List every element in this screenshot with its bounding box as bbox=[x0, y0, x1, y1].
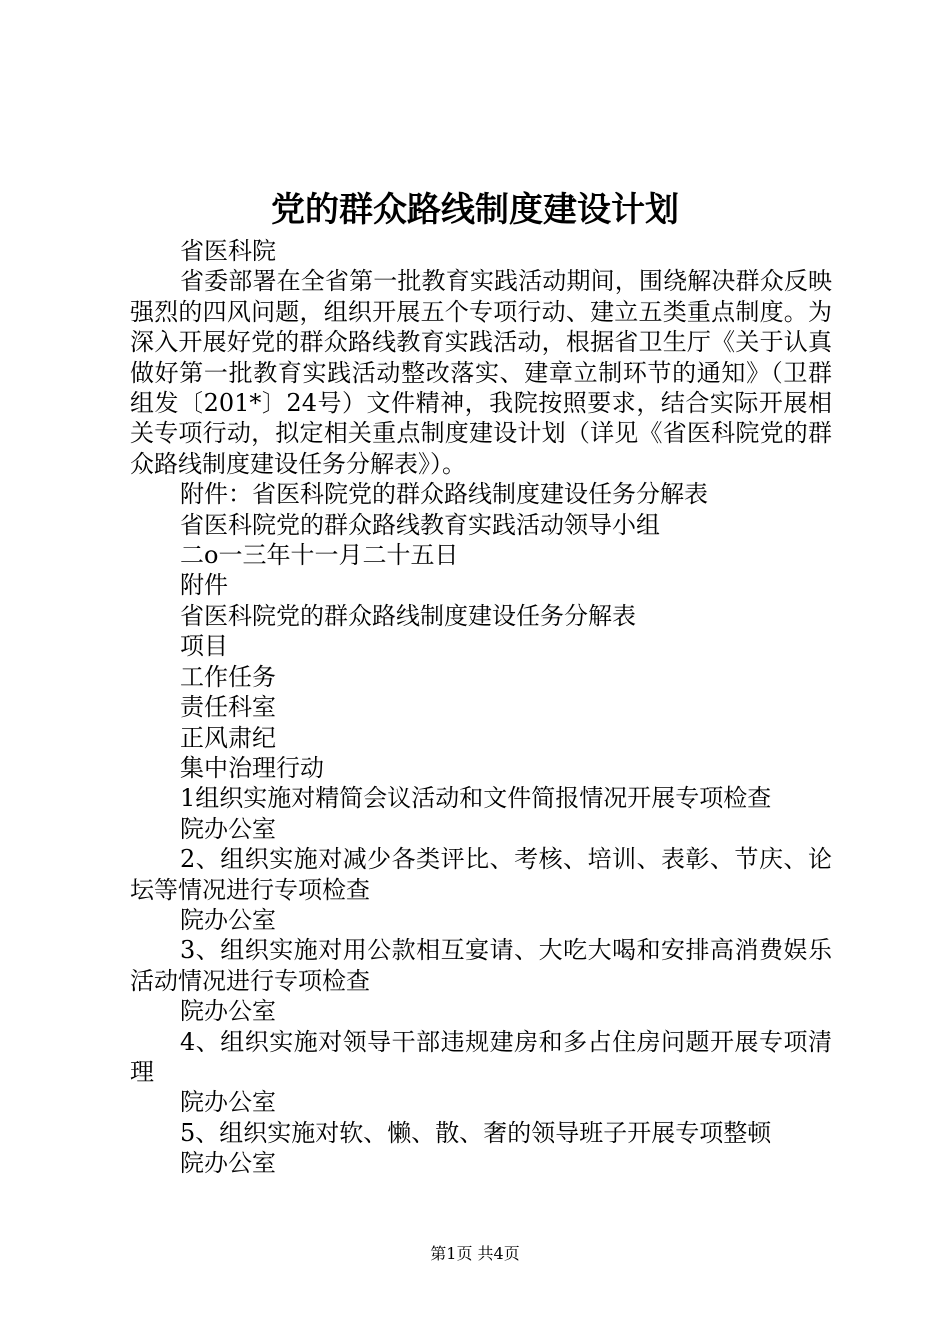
paragraph-department-1: 院办公室 bbox=[180, 814, 276, 843]
paragraph-column-task: 工作任务 bbox=[180, 662, 276, 691]
paragraph-attachment-heading: 附件 bbox=[180, 571, 228, 600]
paragraph-task-1: 1组织实施对精简会议活动和文件简报情况开展专项检查 bbox=[180, 784, 772, 813]
document-body bbox=[130, 236, 832, 1179]
paragraph-task-4: 4、组织实施对领导干部违规建房和多占住房问题开展专项清理 bbox=[130, 1027, 832, 1086]
paragraph-task-2: 2、组织实施对减少各类评比、考核、培训、表彰、节庆、论坛等情况进行专项检查 bbox=[130, 845, 832, 904]
paragraph-column-department: 责任科室 bbox=[180, 693, 276, 722]
paragraph-task-3: 3、组织实施对用公款相互宴请、大吃大喝和安排高消费娱乐活动情况进行专项检查 bbox=[130, 936, 832, 995]
paragraph-intro: 省委部署在全省第一批教育实践活动期间，围绕解决群众反映强烈的四风问题，组织开展五个专项行动、建立五类重点制度。为深入开展好党的群众路线教育实践活动，根据省卫生厅《关于认真做好第一批教育实践活动整改落实、建章立制环节的通知》（卫群组发〔201*〕24号）文件精神，我院按照要求，结合实际开展相关专项行动，拟定相关重点制度建设计划（详见《省医科院党的群众路线制度建设任务分解表》）。 bbox=[130, 267, 832, 478]
paragraph-department-4: 院办公室 bbox=[180, 1088, 276, 1117]
paragraph-organization: 省医科院 bbox=[180, 237, 276, 265]
paragraph-column-project: 项目 bbox=[180, 632, 228, 661]
paragraph-task-5: 5、组织实施对软、懒、散、奢的领导班子开展专项整顿 bbox=[180, 1118, 772, 1147]
page-number: 第1页 共4页 bbox=[430, 1244, 520, 1263]
paragraph-date: 二o一三年十一月二十五日 bbox=[180, 541, 459, 570]
paragraph-category: 正风肃纪 bbox=[180, 723, 276, 752]
document-title: 党的群众路线制度建设计划 bbox=[271, 190, 679, 230]
paragraph-table-title: 省医科院党的群众路线制度建设任务分解表 bbox=[180, 601, 636, 630]
paragraph-department-5: 院办公室 bbox=[180, 1149, 276, 1178]
paragraph-department-2: 院办公室 bbox=[180, 905, 276, 934]
paragraph-signatory: 省医科院党的群众路线教育实践活动领导小组 bbox=[180, 510, 660, 539]
paragraph-department-3: 院办公室 bbox=[180, 997, 276, 1026]
paragraph-attachment-note: 附件：省医科院党的群众路线制度建设任务分解表 bbox=[180, 480, 708, 509]
paragraph-subcategory: 集中治理行动 bbox=[180, 753, 324, 782]
